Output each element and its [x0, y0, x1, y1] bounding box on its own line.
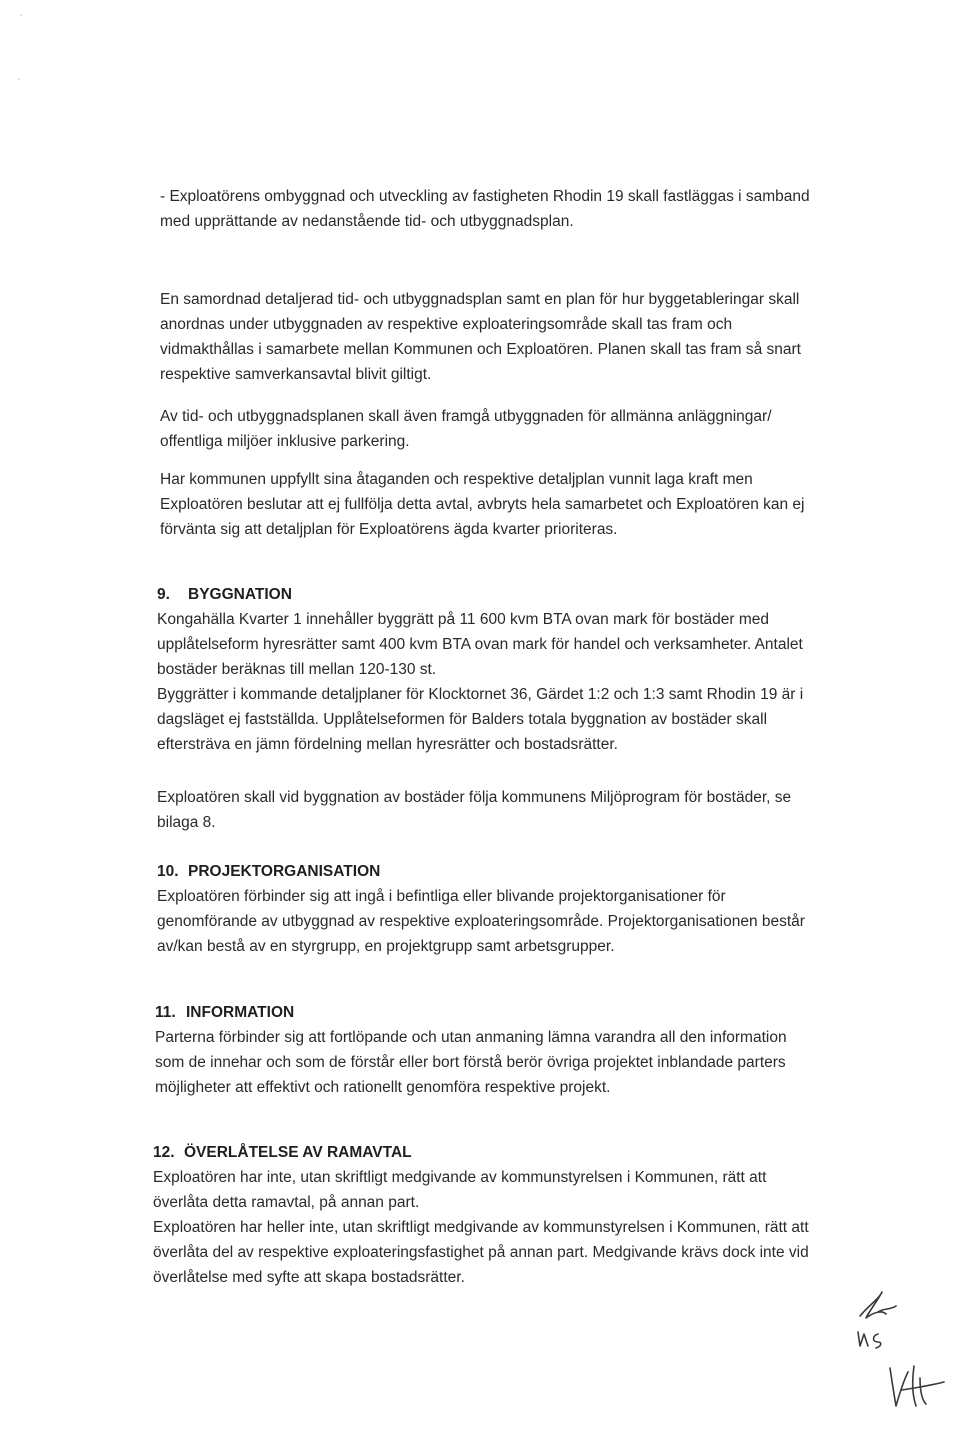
- signature-stroke: [913, 1366, 916, 1406]
- signature-stroke: [860, 1292, 886, 1318]
- section-number: 10.: [157, 863, 179, 880]
- scan-speck: [18, 78, 20, 80]
- paragraph-allmanna-anlaggningar: Av tid- och utbyggnadsplanen skall även framgå utbyggnaden för allmänna anläggningar/ offentliga miljöer inklusive parkering.: [160, 408, 772, 450]
- section-number: 9.: [157, 586, 170, 603]
- section-body-information: Parterna förbinder sig att fortlöpande och utan anmaning lämna varandra all den information som de innehar och som de förstår eller bort förstå berör övriga projektet inblandade parters möjligheter att effektivt och rationellt genomföra respektive projekt.: [155, 1029, 787, 1096]
- section-number: 11.: [155, 1004, 176, 1021]
- section-title: ÖVERLÅTELSE AV RAMAVTAL: [184, 1144, 412, 1161]
- initials-signatures: [840, 1282, 950, 1422]
- scan-speck: [20, 14, 22, 16]
- handwritten-initials: [840, 1282, 950, 1422]
- paragraph-utbyggnadsplan: En samordnad detaljerad tid- och utbyggnadsplan samt en plan för hur byggetableringar skall anordnas under utbyggnaden av respektive exploateringsområde skall tas fram och vidmakthållas i samarbete mellan Kommunen och Exploatören. Planen skall tas fram så snart respektive samverkansavtal blivit giltigt.: [160, 291, 801, 383]
- signature-stroke: [902, 1382, 944, 1390]
- section-body-byggnation: Kongahälla Kvarter 1 innehåller byggrätt på 11 600 kvm BTA ovan mark för bostäder med upplåtelseform hyresrätter samt 400 kvm BTA ovan mark för handel och verksamheter. Antalet bostäder beräknas till mellan 120-130 st. Byggrätter i kommande detaljplaner för Klocktornet 36, Gärdet 1:2 och 1:3 samt Rhodin 19 är i dagsläget ej fastställda. Upplåtelseformen för Balders totala byggnation av bostäder skall eftersträva en jämn fördelning mellan hyresrätter och bostadsrätter.: [157, 611, 804, 753]
- section-body-projektorganisation: Exploatören förbinder sig att ingå i befintliga eller blivande projektorganisationer för genomförande av utbyggnad av respektive exploateringsområde. Projektorganisationen består av/kan bestå av en styrgrupp, en projektgrupp samt arbetsgrupper.: [157, 888, 805, 955]
- signature-stroke: [878, 1306, 896, 1312]
- signature-stroke: [858, 1332, 868, 1346]
- section-body-miljoprogram: Exploatören skall vid byggnation av bostäder följa kommunens Miljöprogram för bostäder, se bilaga 8.: [157, 789, 792, 831]
- signature-stroke: [920, 1378, 926, 1404]
- section-number: 12.: [153, 1144, 175, 1161]
- section-title: BYGGNATION: [188, 586, 292, 603]
- section-heading-projektorganisation: [157, 859, 380, 884]
- section-heading-information: [155, 1000, 294, 1025]
- paragraph-avbrott: Har kommunen uppfyllt sina åtaganden och respektive detaljplan vunnit laga kraft men Exploatören beslutar att ej fullfölja detta avtal, avbryts hela samarbetet och Exploatören kan ej förvänta sig att detaljplan för Exploatörens ägda kvarter prioriteras.: [160, 471, 805, 538]
- paragraph-rhodin-19: - Exploatörens ombyggnad och utveckling av fastigheten Rhodin 19 skall fastläggas i samband med upprättande av nedanstående tid- och utbyggnadsplan.: [160, 188, 810, 230]
- section-body-overlatelse: Exploatören har inte, utan skriftligt medgivande av kommunstyrelsen i Kommunen, rätt att överlåta detta ramavtal, på annan part. Exploatören har heller inte, utan skriftligt medgivande av kommunstyrelsen i Kommunen, rätt att överlåta del av respektive exploateringsfastighet på annan part. Medgivande krävs dock inte vid överlåtelse med syfte att skapa bostadsrätter.: [153, 1169, 809, 1286]
- section-heading-byggnation: [157, 582, 292, 607]
- section-title: PROJEKTORGANISATION: [188, 863, 381, 880]
- signature-stroke: [890, 1368, 908, 1406]
- section-title: INFORMATION: [186, 1004, 295, 1021]
- section-heading-overlatelse: [153, 1140, 412, 1165]
- signature-stroke: [874, 1334, 881, 1348]
